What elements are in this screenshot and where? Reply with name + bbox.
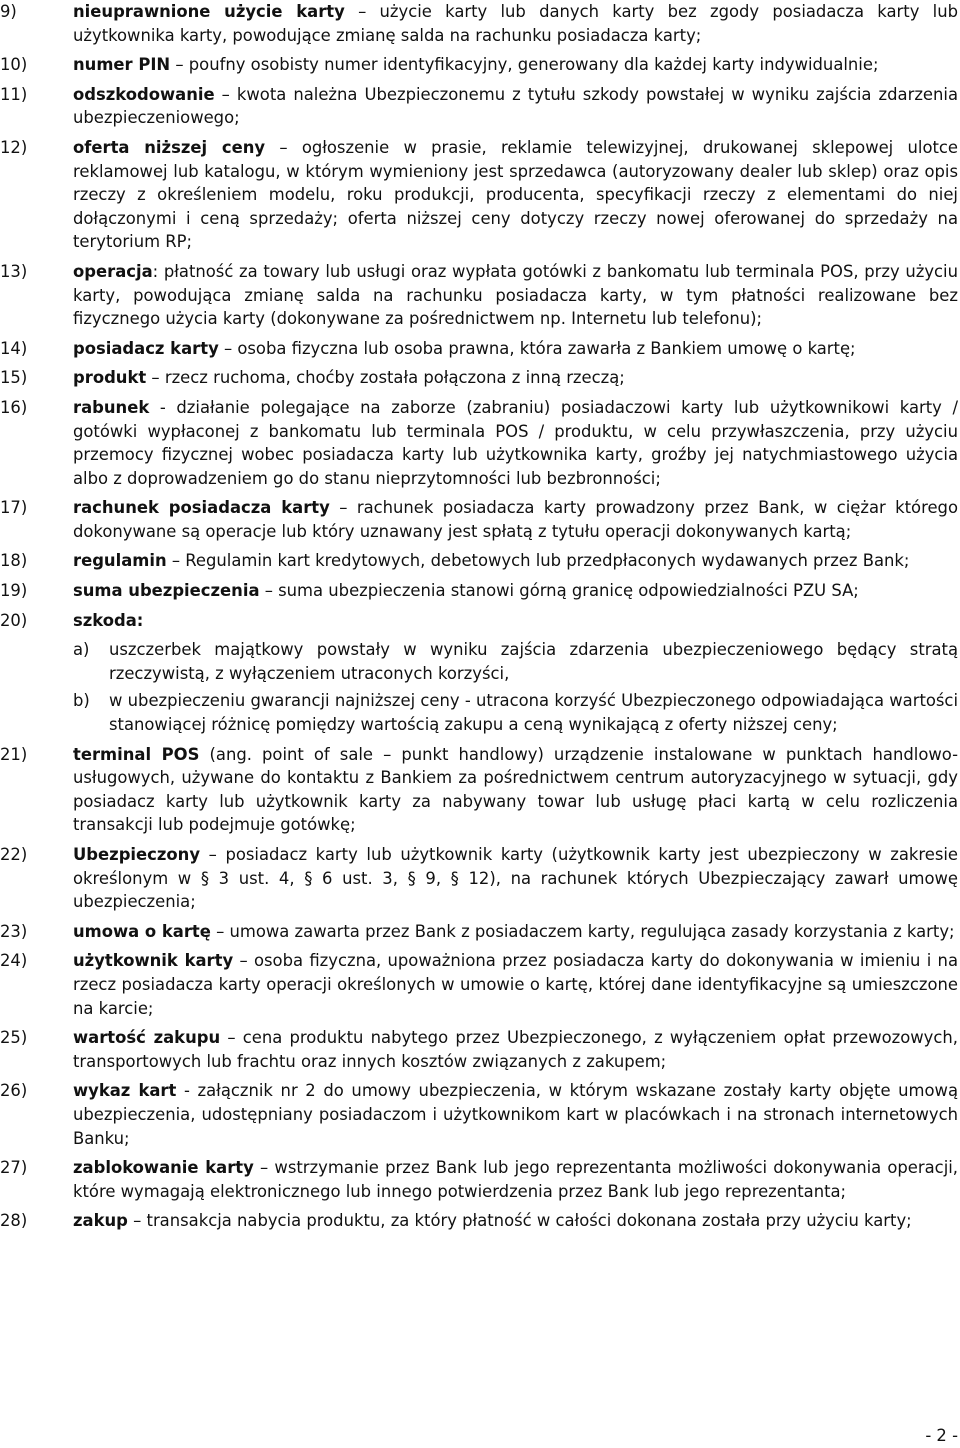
subitem-letter: b) bbox=[73, 691, 90, 711]
definition-number: 15) bbox=[0, 368, 28, 388]
definition-term: nieuprawnione użycie karty bbox=[73, 2, 345, 21]
definition-number: 17) bbox=[0, 498, 28, 518]
definition-number: 11) bbox=[0, 84, 28, 104]
definition-item bbox=[0, 549, 958, 573]
definition-number: 20) bbox=[0, 610, 28, 630]
definition-term: posiadacz karty bbox=[73, 338, 219, 358]
definition-text: – umowa zawarta przez Bank z posiadaczem karty, regulująca zasady korzystania z karty; bbox=[210, 921, 955, 941]
definition-text: : płatność za towary lub usługi oraz wypłata gotówki z bankomatu lub terminala POS, przy użyciu karty, powodująca zmianę salda na rachunku posiadacza karty, w tym płatności realizowane bez fizycznego użycia karty (dokonywane za pośrednictwem np. Internetu lub telefonu); bbox=[73, 261, 958, 329]
definition-text: - działanie polegające na zaborze (zabraniu) posiadaczowi karty lub użytkownikowi karty / gotówki wypłaconej z bankomatu lub terminala POS / produktu, w celu przywłaszczenia, przy użyciu przemocy fizycznej wobec posiadacza karty lub użytkownika karty, groźby jej natychmiastowego użycia albo z doprowadzeniem go do stanu nieprzytomności lub bezbronności; bbox=[73, 397, 958, 488]
definition-item bbox=[0, 743, 958, 837]
definition-text: – ogłoszenie w prasie, reklamie telewizyjnej, drukowanej sklepowej ulotce reklamowej lub katalogu, w którym wymieniony jest sprzedawca (autoryzowany dealer lub sklep) oraz opis rzeczy z określeniem modelu, roku produkcji, producenta, specyfikacji rzeczy z elementami do niej dołączonymi i ceną sprzedaży; oferta niższej ceny dotyczy rzeczy nowej oferowanej do sprzedaży na terytorium RP; bbox=[73, 137, 959, 252]
definition-term: użytkownik karty bbox=[73, 951, 234, 971]
definition-text: – rachunek posiadacza karty prowadzony przez Bank, w ciężar którego dokonywane są operacje lub który uznawany jest spłatą z tytułu operacji dokonywanych kartą; bbox=[73, 498, 958, 541]
definition-text: – użycie karty lub danych karty bez zgody posiadacza karty lub użytkownika karty, powodujące zmianę salda na rachunku posiadacza karty; bbox=[73, 2, 958, 45]
definition-text: – poufny osobisty numer identyfikacyjny, generowany dla każdej karty indywidualnie; bbox=[170, 55, 879, 75]
definition-number: 26) bbox=[0, 1081, 28, 1101]
definition-item bbox=[0, 949, 958, 1020]
definition-item bbox=[0, 920, 958, 944]
definition-term: zablokowanie karty bbox=[73, 1158, 254, 1178]
definition-text: – rzecz ruchoma, choćby została połączona z inną rzeczą; bbox=[146, 368, 625, 388]
definition-text: – posiadacz karty lub użytkownik karty (użytkownik karty jest ubezpieczony w zakresie określonym w § 3 ust. 4, § 6 ust. 3, § 9, § 12), na rachunek których Ubezpieczający zawarł umowę ubezpieczenia; bbox=[73, 845, 958, 912]
definition-term: odszkodowanie bbox=[73, 84, 215, 104]
definition-term: numer PIN bbox=[73, 55, 171, 75]
definition-term: umowa o kartę bbox=[73, 921, 211, 941]
definition-text: – cena produktu nabytego przez Ubezpieczonego, z wyłączeniem opłat przewozowych, transportowych lub frachtu oraz innych kosztów związanych z zakupem; bbox=[73, 1028, 958, 1071]
definition-item bbox=[0, 53, 958, 77]
subitem-letter: a) bbox=[73, 640, 90, 660]
definition-item bbox=[0, 609, 958, 737]
definition-subitem bbox=[73, 689, 958, 736]
definition-item bbox=[0, 260, 958, 331]
definition-item bbox=[0, 496, 958, 543]
definition-term: szkoda: bbox=[73, 610, 144, 630]
subitem-text: uszczerbek majątkowy powstały w wyniku zajścia zdarzenia ubezpieczeniowego będący stratą rzeczywistą, z wyłączeniem utraconych korzyści, bbox=[109, 640, 958, 683]
definition-text: – osoba fizyczna, upoważniona przez posiadacza karty do dokonywania w imieniu i na rzecz posiadacza karty operacji określonych w umowie o kartę, której dane identyfikacyjne są umieszczone na karcie; bbox=[73, 951, 958, 1018]
definition-item bbox=[0, 136, 958, 254]
definition-number: 24) bbox=[0, 951, 28, 971]
definition-term: zakup bbox=[73, 1211, 128, 1231]
definition-number: 27) bbox=[0, 1158, 28, 1178]
page-number: - 2 - bbox=[925, 1426, 958, 1445]
definition-item bbox=[0, 366, 958, 390]
definition-term: produkt bbox=[73, 368, 147, 388]
definition-term: wartość zakupu bbox=[73, 1028, 221, 1048]
definition-term: oferta niższej ceny bbox=[73, 137, 266, 157]
definition-number: 9) bbox=[0, 2, 17, 21]
definition-term: wykaz kart bbox=[73, 1081, 177, 1101]
definition-item bbox=[0, 337, 958, 361]
definition-number: 13) bbox=[0, 261, 28, 281]
definition-number: 21) bbox=[0, 744, 28, 764]
definition-number: 12) bbox=[0, 137, 28, 157]
definition-item bbox=[0, 0, 958, 47]
definition-term: rabunek bbox=[73, 397, 150, 417]
definition-text: – kwota należna Ubezpieczonemu z tytułu szkody powstałej w wyniku zajścia zdarzenia ubezpieczeniowego; bbox=[73, 84, 958, 128]
definition-item bbox=[0, 1079, 958, 1150]
definition-text: – Regulamin kart kredytowych, debetowych lub przedpłaconych wydawanych przez Bank; bbox=[166, 551, 910, 571]
definition-subitems bbox=[73, 638, 958, 736]
definition-item bbox=[0, 579, 958, 603]
definition-text: – suma ubezpieczenia stanowi górną granicę odpowiedzialności PZU SA; bbox=[259, 581, 859, 601]
definition-number: 22) bbox=[0, 845, 28, 864]
definition-term: operacja bbox=[73, 261, 153, 281]
definition-term: rachunek posiadacza karty bbox=[73, 498, 330, 518]
definition-text: – wstrzymanie przez Bank lub jego reprezentanta możliwości dokonywania operacji, które wymagają elektronicznego lub innego potwierdzenia przez Bank lub jego reprezentanta; bbox=[73, 1158, 959, 1201]
subitem-text: w ubezpieczeniu gwarancji najniższej ceny - utracona korzyść Ubezpieczonego odpowiadająca wartości stanowiącej różnicę pomiędzy wartością zakupu a ceną wynikającą z oferty niższej ceny; bbox=[109, 691, 958, 735]
definition-number: 16) bbox=[0, 397, 28, 417]
definition-subitem bbox=[73, 638, 958, 685]
definition-text: - załącznik nr 2 do umowy ubezpieczenia, w którym wskazane zostały karty objęte umową ubezpieczenia, udostępniany posiadaczom i użytkownikom kart w placówkach i na stronach internetowych Banku; bbox=[73, 1081, 958, 1148]
definition-text: – osoba fizyczna lub osoba prawna, która zawarła z Bankiem umowę o kartę; bbox=[218, 338, 856, 358]
definition-term: Ubezpieczony bbox=[73, 845, 201, 864]
definition-number: 25) bbox=[0, 1028, 28, 1048]
definition-item bbox=[0, 396, 958, 490]
definition-number: 28) bbox=[0, 1211, 28, 1231]
definition-item bbox=[0, 1156, 958, 1203]
definition-term: suma ubezpieczenia bbox=[73, 581, 260, 601]
definition-number: 10) bbox=[0, 55, 28, 75]
definition-term: regulamin bbox=[73, 551, 167, 571]
definition-number: 14) bbox=[0, 338, 28, 358]
definition-number: 19) bbox=[0, 581, 28, 601]
definition-term: terminal POS bbox=[73, 744, 200, 764]
definition-item bbox=[0, 83, 958, 130]
definition-number: 23) bbox=[0, 921, 28, 941]
definition-text: – transakcja nabycia produktu, za który płatność w całości dokonana została przy użyciu karty; bbox=[127, 1211, 912, 1231]
definition-number: 18) bbox=[0, 551, 28, 571]
definition-item bbox=[0, 1026, 958, 1073]
definition-item bbox=[0, 1209, 958, 1233]
definition-text: (ang. point of sale – punkt handlowy) urządzenie instalowane w punktach handlowo-usługowych, używane do kontaktu z Bankiem za pośrednictwem centrum autoryzacyjnego w sytuacji, gdy posiadacz karty lub użytkownik karty za nabywany towar lub usługę płaci kartą w celu rozliczenia transakcji lub podejmuje gotówkę; bbox=[73, 744, 959, 835]
definition-item bbox=[0, 843, 958, 914]
